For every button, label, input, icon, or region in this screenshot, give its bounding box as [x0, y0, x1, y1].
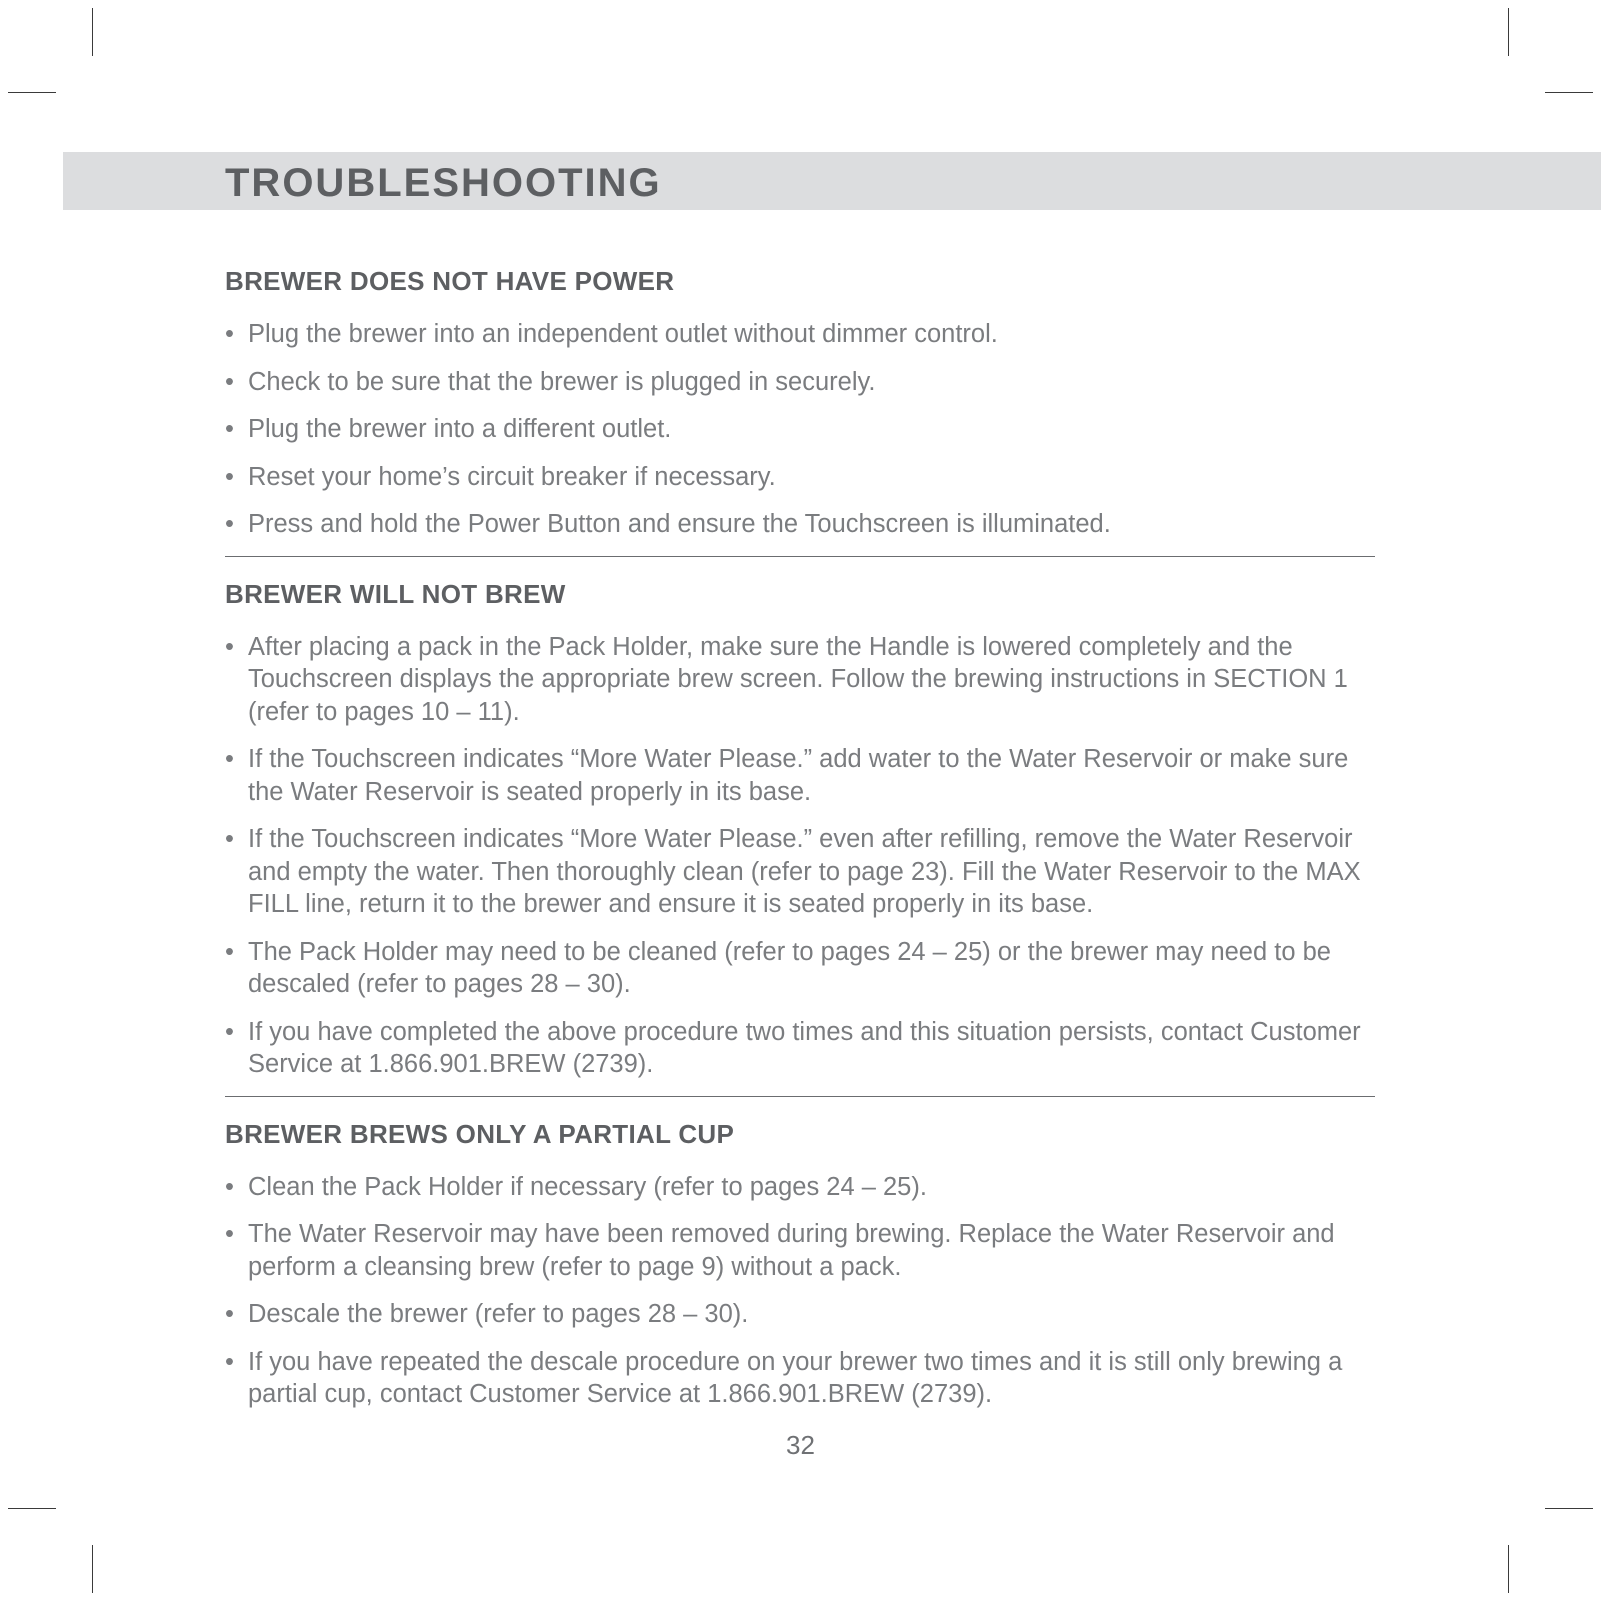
list-item-text: Plug the brewer into a different outlet.	[248, 415, 672, 443]
bullet-icon: •	[225, 462, 234, 491]
list-item	[225, 1346, 1375, 1411]
crop-mark	[8, 1508, 56, 1509]
page-number: 32	[786, 1430, 815, 1460]
bullet-list	[225, 631, 1375, 1081]
bullet-icon: •	[225, 825, 234, 853]
list-item-text: Reset your home’s circuit breaker if necessary.	[248, 462, 776, 491]
crop-mark	[92, 8, 93, 56]
bullet-icon: •	[225, 415, 234, 443]
list-item	[225, 318, 1375, 351]
crop-mark	[1508, 8, 1509, 56]
crop-mark	[8, 92, 56, 93]
list-item-text: After placing a pack in the Pack Holder, make sure the Handle is lowered completely and the Touchscreen displays the appropriate brew screen. Follow the brewing instructions in SECTION 1 (refer to pages 10 – 11).	[248, 632, 1348, 726]
list-item	[225, 461, 1375, 494]
bullet-list	[225, 1171, 1375, 1411]
list-item	[225, 1171, 1375, 1204]
section-divider	[225, 556, 1375, 557]
list-item	[225, 823, 1375, 921]
list-item-text: If you have completed the above procedure two times and this situation persists, contact Customer Service at 1.866.901.BREW (2739).	[248, 1017, 1361, 1078]
list-item-text: The Pack Holder may need to be cleaned (refer to pages 24 – 25) or the brewer may need to be descaled (refer to pages 28 – 30).	[248, 937, 1331, 998]
crop-mark	[1545, 1508, 1593, 1509]
bullet-icon: •	[225, 1300, 234, 1328]
list-item-text: Clean the Pack Holder if necessary (refer to pages 24 – 25).	[248, 1172, 927, 1201]
section-partial-cup	[225, 1117, 1375, 1411]
list-item	[225, 413, 1375, 446]
bullet-icon: •	[225, 1017, 234, 1046]
list-item	[225, 1218, 1375, 1283]
section-will-not-brew	[225, 577, 1375, 1081]
list-item-text: Press and hold the Power Button and ensure the Touchscreen is illuminated.	[248, 510, 1111, 538]
bullet-icon: •	[225, 937, 234, 966]
bullet-icon: •	[225, 320, 234, 348]
list-item-text: If you have repeated the descale procedure on your brewer two times and it is still only brewing a partial cup, contact Customer Service at 1.866.901.BREW (2739).	[248, 1347, 1343, 1408]
list-item-text: Descale the brewer (refer to pages 28 – 30).	[248, 1300, 749, 1328]
crop-mark	[92, 1545, 93, 1593]
bullet-icon: •	[225, 745, 234, 773]
list-item-text: The Water Reservoir may have been removed during brewing. Replace the Water Reservoir and perform a cleansing brew (refer to page 9) without a pack.	[248, 1220, 1335, 1281]
section-heading: BREWER DOES NOT HAVE POWER	[225, 266, 675, 296]
list-item	[225, 631, 1375, 729]
list-item-text: Check to be sure that the brewer is plugged in securely.	[248, 367, 876, 396]
list-item-text: Plug the brewer into an independent outlet without dimmer control.	[248, 320, 998, 348]
list-item-text: If the Touchscreen indicates “More Water Please.” add water to the Water Reservoir or make sure the Water Reservoir is seated properly in its base.	[248, 745, 1349, 806]
crop-mark	[1508, 1545, 1509, 1593]
list-item	[225, 743, 1375, 808]
bullet-icon: •	[225, 367, 234, 396]
list-item	[225, 366, 1375, 399]
bullet-icon: •	[225, 1347, 234, 1376]
section-divider	[225, 1096, 1375, 1097]
bullet-icon: •	[225, 510, 234, 538]
section-heading: BREWER WILL NOT BREW	[225, 578, 566, 609]
list-item	[225, 1298, 1375, 1331]
list-item	[225, 936, 1375, 1001]
section-no-power	[225, 264, 1375, 541]
section-heading: BREWER BREWS ONLY A PARTIAL CUP	[225, 1118, 735, 1149]
bullet-list	[225, 318, 1375, 541]
list-item	[225, 508, 1375, 541]
troubleshooting-content	[225, 264, 1375, 1426]
list-item-text: If the Touchscreen indicates “More Water Please.” even after refilling, remove the Water Reservoir and empty the water. Then thoroughly clean (refer to page 23). Fill the Water Reservoir to the MAX FILL line, return it to the brewer and ensure it is seated properly in its base.	[248, 825, 1361, 918]
bullet-icon: •	[225, 1172, 234, 1201]
list-item	[225, 1016, 1375, 1081]
bullet-icon: •	[225, 632, 234, 661]
bullet-icon: •	[225, 1220, 234, 1248]
crop-mark	[1545, 92, 1593, 93]
page-title: TROUBLESHOOTING	[225, 161, 662, 205]
